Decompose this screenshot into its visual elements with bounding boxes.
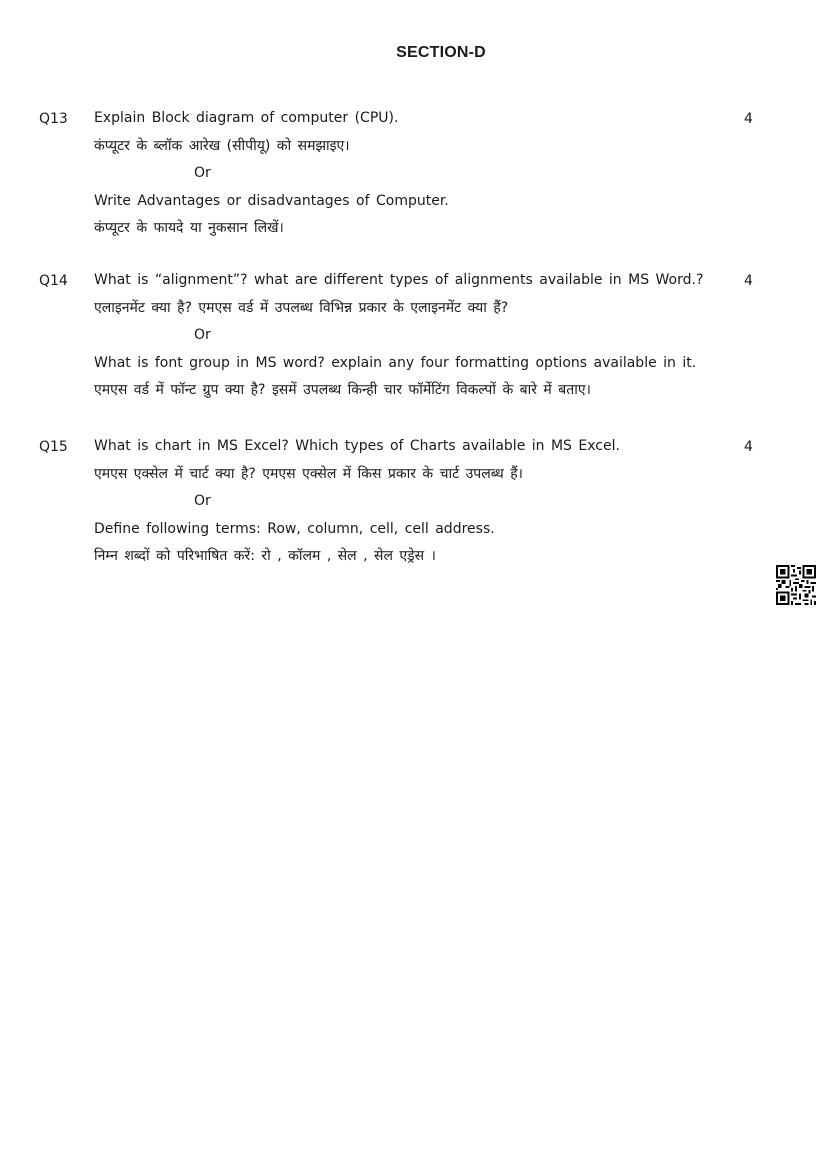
question-line-en: What is chart in MS Excel? Which types of Charts available in MS Excel. <box>94 438 620 454</box>
question-line-en: Write Advantages or disadvantages of Computer. <box>94 192 449 209</box>
or-separator: Or <box>194 493 211 509</box>
question-line-en: What is “alignment”? what are different types of alignments available in MS Word.? <box>94 272 704 288</box>
question-line-en: Define following terms: Row, column, cell, cell address. <box>94 520 495 537</box>
question-number: Q14 <box>39 273 68 289</box>
or-separator: Or <box>194 327 211 343</box>
question-line-en: What is font group in MS word? explain any four formatting options available in it. <box>94 354 697 371</box>
question-line-hi: एमएस एक्सेल में चार्ट क्या है? एमएस एक्सेल में किस प्रकार के चार्ट उपलब्ध हैं। <box>94 465 523 482</box>
question-line-hi: एमएस वर्ड में फॉन्ट ग्रुप क्या है? इसमें उपलब्ध किन्ही चार फॉर्मेटिंग विकल्पों के बारे में बताए। <box>94 382 591 398</box>
question-text <box>94 433 734 571</box>
question-text <box>94 105 734 243</box>
question-line-en: Explain Block diagram of computer (CPU). <box>94 110 399 126</box>
question-line-hi: निम्न शब्दों को परिभाषित करें: रो , कॉलम , सेल , सेल एड्रेस । <box>94 548 436 564</box>
question-text <box>94 267 734 405</box>
question-line-hi: कंप्यूटर के फायदे या नुकसान लिखें। <box>94 220 284 236</box>
section-title: SECTION-D <box>396 44 486 61</box>
question-line-hi: एलाइनमेंट क्या है? एमएस वर्ड में उपलब्ध विभिन्न प्रकार के एलाइनमेंट क्या हैं? <box>94 299 509 316</box>
question-marks: 4 <box>744 111 753 127</box>
question-number: Q15 <box>39 439 68 455</box>
question-marks: 4 <box>744 273 753 289</box>
or-separator: Or <box>194 165 211 181</box>
question-line-hi: कंप्यूटर के ब्लॉक आरेख (सीपीयू) को समझाइए। <box>94 137 350 154</box>
question-number: Q13 <box>39 111 68 127</box>
qr-code-icon <box>776 565 816 605</box>
question-marks: 4 <box>744 439 753 455</box>
